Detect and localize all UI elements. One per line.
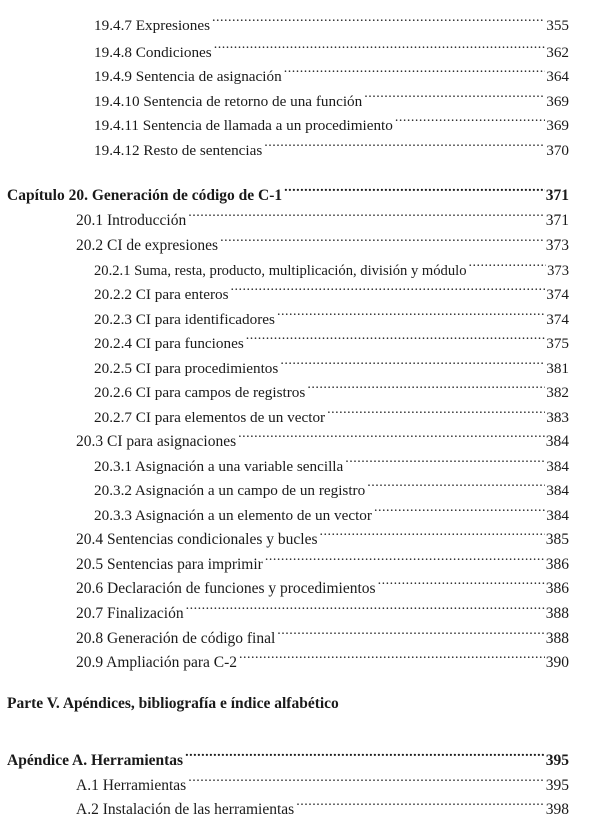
toc-entry-title: 20.7 Finalización <box>76 605 184 622</box>
toc-entry <box>94 471 569 499</box>
dot-leader <box>212 6 545 30</box>
dot-leader <box>238 422 545 446</box>
toc-entry-page: 382 <box>546 384 569 401</box>
toc-entry-page: 390 <box>545 654 569 671</box>
toc-entry-title: 20.5 Sentencias para imprimir <box>76 556 263 573</box>
dot-leader <box>239 643 545 667</box>
toc-entry <box>94 300 569 328</box>
toc-entry <box>76 201 569 229</box>
dot-leader <box>469 251 547 275</box>
appendix-page: 395 <box>545 752 569 769</box>
dot-leader <box>280 349 545 373</box>
toc-entry-title: 20.9 Ampliación para C-2 <box>76 654 237 671</box>
toc-entry-page: 398 <box>545 801 569 818</box>
toc-entry <box>94 349 569 377</box>
toc-appendix-entry <box>7 741 569 769</box>
toc-chapter-entry <box>7 176 569 204</box>
dot-leader <box>284 176 545 200</box>
toc-entry <box>76 545 569 573</box>
chapter-page: 371 <box>545 187 569 204</box>
toc-entry-page: 375 <box>546 335 569 352</box>
toc-entry-page: 385 <box>545 531 569 548</box>
dot-leader <box>296 790 545 814</box>
appendix-title: Apéndice A. Herramientas <box>7 752 184 769</box>
toc-entry-page: 388 <box>545 630 569 647</box>
toc-entry-title: 19.4.9 Sentencia de asignación <box>94 68 282 85</box>
dot-leader <box>307 373 545 397</box>
dot-leader <box>319 520 544 544</box>
dot-leader <box>220 226 545 250</box>
toc-entry-title: 20.2.1 Suma, resta, producto, multiplicación, división y módulo <box>94 263 467 279</box>
dot-leader <box>277 619 544 643</box>
toc-entry-title: 20.4 Sentencias condicionales y bucles <box>76 531 318 548</box>
toc-entry-title: 20.2.3 CI para identificadores <box>94 311 275 328</box>
toc-entry-page: 374 <box>546 286 569 303</box>
dot-leader <box>246 324 545 348</box>
toc-entry <box>94 275 569 303</box>
toc-entry-page: 369 <box>546 93 569 110</box>
toc-entry-title: 20.6 Declaración de funciones y procedimientos <box>76 580 376 597</box>
toc-entry-page: 386 <box>545 580 569 597</box>
toc-entry <box>94 106 569 134</box>
toc-entry-title: 20.2.7 CI para elementos de un vector <box>94 409 326 426</box>
dot-leader <box>231 275 546 299</box>
dot-leader <box>264 131 545 155</box>
toc-entry-title: 20.3.1 Asignación a una variable sencilla <box>94 458 344 475</box>
toc-entry <box>94 6 569 34</box>
toc-entry <box>76 226 569 254</box>
toc-entry <box>76 619 569 647</box>
toc-entry <box>94 57 569 85</box>
chapter-title: Capítulo 20. Generación de código de C-1 <box>7 187 283 204</box>
dot-leader <box>186 594 545 618</box>
dot-leader <box>367 471 545 495</box>
toc-entry-title: 20.2.4 CI para funciones <box>94 335 244 352</box>
toc-entry-page: 373 <box>545 237 569 254</box>
toc-entry <box>76 594 569 622</box>
toc-entry <box>94 398 569 426</box>
toc-entry-page: 362 <box>546 44 569 61</box>
toc-entry <box>94 251 569 279</box>
toc-entry <box>76 422 569 450</box>
part-heading: Parte V. Apéndices, bibliografía e índice alfabético <box>7 695 339 712</box>
toc-entry-title: 20.2 CI de expresiones <box>76 237 219 254</box>
toc-entry-title: 20.3.3 Asignación a un elemento de un vector <box>94 507 372 524</box>
toc-entry-title: 19.4.12 Resto de sentencias <box>94 142 263 159</box>
toc-entry-title: 20.2.5 CI para procedimientos <box>94 360 279 377</box>
toc-entry-page: 371 <box>545 212 569 229</box>
toc-entry-page: 384 <box>546 458 569 475</box>
dot-leader <box>345 447 545 471</box>
toc-entry-page: 374 <box>546 311 569 328</box>
toc-entry <box>94 447 569 475</box>
toc-entry-title: 19.4.10 Sentencia de retorno de una función <box>94 93 363 110</box>
toc-entry-page: 384 <box>546 507 569 524</box>
toc-entry-page: 388 <box>545 605 569 622</box>
toc-entry-page: 395 <box>545 777 569 794</box>
toc-entry-title: 20.2.2 CI para enteros <box>94 286 229 303</box>
dot-leader <box>188 766 545 790</box>
toc-entry-title: 20.1 Introducción <box>76 212 187 229</box>
toc-entry-page: 381 <box>546 360 569 377</box>
toc-entry <box>76 790 569 818</box>
toc-entry <box>94 33 569 61</box>
dot-leader <box>327 398 545 422</box>
toc-entry-page: 373 <box>547 263 569 279</box>
toc-entry <box>76 643 569 671</box>
toc-entry-page: 386 <box>545 556 569 573</box>
toc-entry-title: 20.3 CI para asignaciones <box>76 433 237 450</box>
dot-leader <box>265 545 545 569</box>
toc-entry-title: 19.4.11 Sentencia de llamada a un procedimiento <box>94 117 393 134</box>
toc-entry-title: A.2 Instalación de las herramientas <box>76 801 295 818</box>
toc-entry-page: 364 <box>546 68 569 85</box>
toc-entry-page: 369 <box>546 117 569 134</box>
toc-entry-page: 383 <box>546 409 569 426</box>
toc-entry <box>76 569 569 597</box>
dot-leader <box>395 106 545 130</box>
toc-entry-title: 19.4.7 Expresiones <box>94 17 210 34</box>
dot-leader <box>378 569 545 593</box>
toc-entry-title: 19.4.8 Condiciones <box>94 44 212 61</box>
toc-entry <box>76 520 569 548</box>
dot-leader <box>188 201 545 225</box>
dot-leader <box>374 496 545 520</box>
dot-leader <box>185 741 545 765</box>
toc-entry <box>94 324 569 352</box>
toc-entry-title: 20.8 Generación de código final <box>76 630 276 647</box>
toc-entry-page: 370 <box>546 142 569 159</box>
toc-entry-page: 355 <box>546 17 569 34</box>
toc-entry-title: 20.3.2 Asignación a un campo de un registro <box>94 482 366 499</box>
dot-leader <box>284 57 546 81</box>
dot-leader <box>364 82 545 106</box>
toc-entry-title: 20.2.6 CI para campos de registros <box>94 384 306 401</box>
toc-entry <box>94 131 569 159</box>
toc-entry-title: A.1 Herramientas <box>76 777 187 794</box>
dot-leader <box>277 300 545 324</box>
dot-leader <box>214 33 546 57</box>
toc-entry-page: 384 <box>545 433 569 450</box>
toc-entry <box>94 373 569 401</box>
toc-entry <box>94 82 569 110</box>
toc-entry <box>94 496 569 524</box>
toc-entry-page: 384 <box>546 482 569 499</box>
toc-entry <box>76 766 569 794</box>
